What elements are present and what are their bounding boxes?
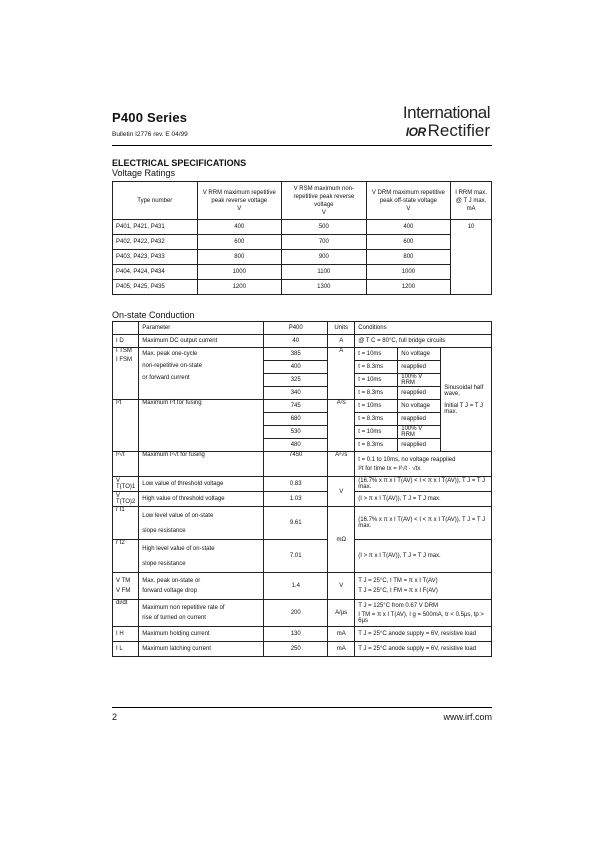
- condition-cell: (I > π x I T(AV)), T J = T J max.: [355, 540, 492, 573]
- table-row: [113, 265, 492, 280]
- header-parameter: Parameter: [139, 322, 264, 335]
- header-p400: P400: [264, 322, 328, 335]
- voltage-cell: No voltage: [398, 400, 441, 413]
- table-row: [113, 220, 492, 235]
- value-cell: 9.61: [264, 507, 328, 540]
- table-row: [113, 335, 492, 348]
- time-cell: t = 8.3ms: [355, 361, 398, 374]
- param-cell: Low level value of on-state slope resistance: [139, 507, 264, 540]
- param-cell: High value of threshold voltage: [139, 492, 264, 507]
- unit-cell: A: [328, 335, 355, 348]
- table-row: [113, 477, 492, 492]
- voltage-ratings-title: Voltage Ratings: [112, 168, 176, 178]
- table-row: [113, 507, 492, 540]
- condition-cell: (16.7% x π x I T(AV) < I < π x I T(AV)), T J = T J max.: [355, 507, 492, 540]
- symbol-cell: I D: [113, 335, 139, 348]
- time-cell: t = 10ms: [355, 374, 398, 387]
- unit-cell: A²√s: [328, 452, 355, 477]
- page-number: 2: [112, 712, 118, 722]
- symbol-cell: I H: [113, 627, 139, 642]
- table-row: [113, 235, 492, 250]
- value-cell: 340: [264, 387, 328, 400]
- vrrm-cell: 1200: [197, 280, 282, 295]
- irrm-cell: 10: [451, 220, 492, 295]
- unit-cell: V: [328, 477, 355, 507]
- param-cell: Max. peak on-state or forward voltage drop: [139, 573, 264, 600]
- value-cell: 7450: [264, 452, 328, 477]
- symbol-cell: I²t: [113, 400, 139, 452]
- voltage-cell: reapplied: [398, 361, 441, 374]
- unit-cell: mA: [328, 627, 355, 642]
- time-cell: t = 8.3ms: [355, 387, 398, 400]
- symbol-cell: r t2: [113, 540, 139, 573]
- condition-cell: @ T C = 80°C, full bridge circuits: [355, 335, 492, 348]
- symbol-cell: di/dt: [113, 600, 139, 627]
- type-cell: P404, P424, P434: [113, 265, 198, 280]
- table-row: [113, 627, 492, 642]
- param-cell: Maximum I²t for fusing: [139, 400, 264, 452]
- header-symbol: [113, 322, 139, 335]
- time-cell: t = 8.3ms: [355, 439, 398, 452]
- unit-cell: A²s: [328, 400, 355, 452]
- logo-rectifier: Rectifier: [427, 121, 490, 140]
- vdrm-cell: 600: [366, 235, 451, 250]
- vrsm-cell: 500: [282, 220, 367, 235]
- param-cell: Maximum latching current: [139, 642, 264, 657]
- value-cell: 200: [264, 600, 328, 627]
- value-cell: 480: [264, 439, 328, 452]
- table-row: [113, 540, 492, 573]
- vdrm-cell: 1200: [366, 280, 451, 295]
- vrsm-cell: 700: [282, 235, 367, 250]
- time-cell: t = 10ms: [355, 400, 398, 413]
- voltage-ratings-table: [112, 181, 492, 295]
- type-cell: P401, P421, P431: [113, 220, 198, 235]
- voltage-cell: No voltage: [398, 348, 441, 361]
- condition-cell: Sinusoidal half wave, Initial T J = T J max.: [441, 348, 492, 452]
- table-header-row: [113, 322, 492, 335]
- header-units: Units: [328, 322, 355, 335]
- symbol-cell: I²√t: [113, 452, 139, 477]
- unit-cell: mΩ: [328, 507, 355, 573]
- param-cell: Maximum DC output current: [139, 335, 264, 348]
- table-row: [113, 400, 492, 413]
- vrsm-cell: 1100: [282, 265, 367, 280]
- table-header-row: [113, 182, 492, 220]
- condition-cell: T J = 25°C anode supply = 6V, resistive load: [355, 642, 492, 657]
- symbol-cell: I TSM I FSM: [113, 348, 139, 400]
- condition-cell: T J = 125°C from 0.67 V DRM I TM = π x I T(AV), I g = 500mA, tr < 0.5µs, tp > 6µs: [355, 600, 492, 627]
- param-cell: Maximum non repetitive rate of rise of turned on current: [139, 600, 264, 627]
- onstate-table: [112, 321, 492, 657]
- table-row: [113, 573, 492, 600]
- condition-cell: t = 0.1 to 10ms, no voltage reapplied I²t for time tx = I²√t · √tx: [355, 452, 492, 477]
- type-cell: P402, P422, P432: [113, 235, 198, 250]
- vdrm-cell: 800: [366, 250, 451, 265]
- value-cell: 745: [264, 400, 328, 413]
- voltage-cell: 100% V RRM: [398, 426, 441, 439]
- type-cell: P403, P423, P433: [113, 250, 198, 265]
- header-conditions: Conditions: [355, 322, 492, 335]
- symbol-cell: V T(TO)1: [113, 477, 139, 492]
- condition-cell: (16.7% x π x I T(AV) < I < π x I T(AV)), T J = T J max.: [355, 477, 492, 492]
- table-row: [113, 348, 492, 361]
- footer-url[interactable]: www.irf.com: [443, 712, 492, 722]
- voltage-cell: reapplied: [398, 387, 441, 400]
- value-cell: 530: [264, 426, 328, 439]
- value-cell: 385: [264, 348, 328, 361]
- voltage-cell: reapplied: [398, 413, 441, 426]
- table-row: [113, 642, 492, 657]
- voltage-cell: 100% V RRM: [398, 374, 441, 387]
- table-row: [113, 492, 492, 507]
- vrrm-cell: 400: [197, 220, 282, 235]
- table-row: [113, 250, 492, 265]
- voltage-cell: reapplied: [398, 439, 441, 452]
- condition-cell: (I > π x I T(AV)), T J = T J max.: [355, 492, 492, 507]
- unit-cell: A/µs: [328, 600, 355, 627]
- table-row: [113, 280, 492, 295]
- param-cell: Maximum holding current: [139, 627, 264, 642]
- series-title: P400 Series: [112, 110, 188, 125]
- vrsm-cell: 1300: [282, 280, 367, 295]
- bottom-divider: [112, 707, 492, 708]
- table-row: [113, 600, 492, 627]
- table-row: [113, 452, 492, 477]
- param-cell: Low value of threshold voltage: [139, 477, 264, 492]
- header-vrrm: V RRM maximum repetitive peak reverse voltage V: [197, 182, 282, 220]
- value-cell: 130: [264, 627, 328, 642]
- param-cell: Max. peak one-cycle non-repetitive on-state or forward current: [139, 348, 264, 400]
- vdrm-cell: 1000: [366, 265, 451, 280]
- time-cell: t = 10ms: [355, 348, 398, 361]
- value-cell: 680: [264, 413, 328, 426]
- vrrm-cell: 600: [197, 235, 282, 250]
- unit-cell: A: [328, 348, 355, 400]
- vdrm-cell: 400: [366, 220, 451, 235]
- type-cell: P405, P425, P435: [113, 280, 198, 295]
- logo-line1: International: [402, 103, 490, 122]
- value-cell: 7.01: [264, 540, 328, 573]
- time-cell: t = 10ms: [355, 426, 398, 439]
- symbol-cell: r t1: [113, 507, 139, 540]
- symbol-cell: V T(TO)2: [113, 492, 139, 507]
- onstate-title: On-state Conduction: [112, 310, 195, 320]
- condition-cell: T J = 25°C, I TM = π x I T(AV) T J = 25°C, I FM = π x I F(AV): [355, 573, 492, 600]
- logo-ior: IOR: [405, 125, 426, 139]
- vrrm-cell: 800: [197, 250, 282, 265]
- value-cell: 1.03: [264, 492, 328, 507]
- value-cell: 400: [264, 361, 328, 374]
- header-vrsm: V RSM maximum non-repetitive peak reverse voltage V: [282, 182, 367, 220]
- param-cell: High level value of on-state slope resistance: [139, 540, 264, 573]
- value-cell: 1.4: [264, 573, 328, 600]
- unit-cell: V: [328, 573, 355, 600]
- value-cell: 325: [264, 374, 328, 387]
- vrsm-cell: 900: [282, 250, 367, 265]
- top-divider: [112, 145, 492, 146]
- param-cell: Maximum I²√t for fusing: [139, 452, 264, 477]
- value-cell: 250: [264, 642, 328, 657]
- value-cell: 40: [264, 335, 328, 348]
- value-cell: 0.83: [264, 477, 328, 492]
- section-title: ELECTRICAL SPECIFICATIONS: [112, 158, 247, 168]
- header-vdrm: V DRM maximum repetitive peak off-state voltage V: [366, 182, 451, 220]
- symbol-cell: V TM V FM: [113, 573, 139, 600]
- time-cell: t = 8.3ms: [355, 413, 398, 426]
- condition-cell: T J = 25°C anode supply = 6V, resistive load: [355, 627, 492, 642]
- bulletin-number: Bulletin I2776 rev. E 04/99: [112, 131, 188, 138]
- header-type: Type number: [113, 182, 198, 220]
- symbol-cell: I L: [113, 642, 139, 657]
- vrrm-cell: 1000: [197, 265, 282, 280]
- logo-line2: [403, 122, 490, 141]
- company-logo: [403, 104, 490, 141]
- header-irrm: I RRM max. @ T J max. mA: [451, 182, 492, 220]
- unit-cell: mA: [328, 642, 355, 657]
